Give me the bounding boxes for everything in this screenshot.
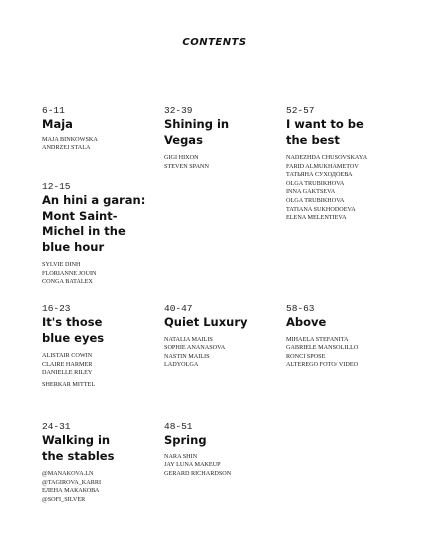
credit-list <box>42 470 122 504</box>
credit-name: SOPHIE ANANASOVA <box>164 344 226 352</box>
credit-name: GABRIELE MANSOLILLO <box>286 344 359 352</box>
credit-name: STEVEN SPANN <box>164 162 209 170</box>
credit-name: FLORIANNE JOUIN <box>42 269 97 277</box>
credit-name: DANIELLE RILEY <box>42 369 93 377</box>
credit-name: ELENA MELENTIEVA <box>286 214 347 222</box>
article-title: I want to be the best <box>286 117 364 147</box>
credit-name: CONGA BATALEX <box>42 278 93 286</box>
credit-name: NARA SHIN <box>164 452 198 460</box>
credit-name: LADYOLGA <box>164 361 199 369</box>
page-range: 52-57 <box>286 105 315 116</box>
credit-name: JAY LUNA MAKEUP <box>164 461 221 469</box>
credit-name: @SOFI_SILVER <box>42 495 86 503</box>
article-title: Shining in Vegas <box>164 117 230 147</box>
article-title: Above <box>286 315 327 329</box>
page-range: 24-31 <box>42 421 71 432</box>
article-title: Spring <box>164 433 207 447</box>
credit-list <box>42 352 132 389</box>
credit-name: OLGA TRUBIKHOVA <box>286 179 345 187</box>
credit-name: ALISTAIR COWIN <box>42 352 93 359</box>
page-range: 12-15 <box>42 181 71 192</box>
article-title: It's those blue eyes <box>42 315 105 345</box>
credit-name: SHERKAR MITTEL <box>42 380 96 388</box>
credit-name: @MANAKOVA.LN <box>42 470 94 477</box>
credit-name: INNA GAKTSEVA <box>286 188 336 196</box>
credit-name: NASTIN MAILIS <box>164 352 210 360</box>
credit-list <box>286 154 376 223</box>
credit-list <box>164 453 274 479</box>
credit-name: RONCI SPOSE <box>286 352 326 360</box>
credit-name: ТАТЬЯНА СУХОДОЕВА <box>286 171 353 179</box>
credit-list <box>164 336 274 370</box>
contents-entry <box>164 303 274 370</box>
contents-entry <box>164 105 244 171</box>
article-title: An hini a garan: Mont Saint-Michel in the blue hour <box>42 193 146 254</box>
page-range: 58-63 <box>286 303 315 314</box>
contents-entry <box>42 421 122 504</box>
article-title: Walking in the stables <box>42 433 115 463</box>
credit-name: MIHAELA STEFANITA <box>286 335 349 343</box>
credit-name: SYLVIE DINH <box>42 261 81 268</box>
article-title: Maja <box>42 117 73 131</box>
credit-list <box>286 336 396 370</box>
contents-entry <box>42 105 157 153</box>
contents-entry <box>42 181 152 287</box>
contents-entry <box>42 303 132 389</box>
credit-name: GIGI HIXON <box>164 154 199 161</box>
page-title: CONTENTS <box>182 37 247 48</box>
credit-list <box>164 154 244 171</box>
page-range: 48-51 <box>164 421 193 432</box>
article-title: Quiet Luxury <box>164 315 248 329</box>
page-range: 40-47 <box>164 303 193 314</box>
credit-name: CLAIRE HARMER <box>42 360 93 368</box>
credit-list <box>42 261 152 287</box>
credit-name: ЕЛЕНА МАКАКОВА <box>42 487 100 495</box>
contents-entry <box>286 303 396 370</box>
credit-name: NADEZHDA CHUSOVSKAYA <box>286 154 368 161</box>
credit-list <box>42 136 157 153</box>
credit-name: ALTEREGO FOTO/ VIDEO <box>286 361 359 369</box>
credit-name: NATALIA MAILIS <box>164 335 213 343</box>
credit-name: OLGA TRUBIKHOVA <box>286 196 345 204</box>
page-range: 32-39 <box>164 105 193 116</box>
page-range: 16-23 <box>42 303 71 314</box>
credit-name: ANDRZEJ STALA <box>42 144 91 152</box>
credit-name: TATIANA SUKHODOEVA <box>286 205 356 213</box>
page-range: 6-11 <box>42 105 65 116</box>
credit-name: MAJA BINKOWSKA <box>42 135 98 143</box>
credit-name: FARID ALMUKHAMETOV <box>286 162 359 170</box>
credit-name: GERARD RICHARDSON <box>164 469 232 477</box>
contents-entry <box>164 421 274 478</box>
contents-entry <box>286 105 376 223</box>
credit-name: @TAGIROVA_KARRI <box>42 478 102 486</box>
